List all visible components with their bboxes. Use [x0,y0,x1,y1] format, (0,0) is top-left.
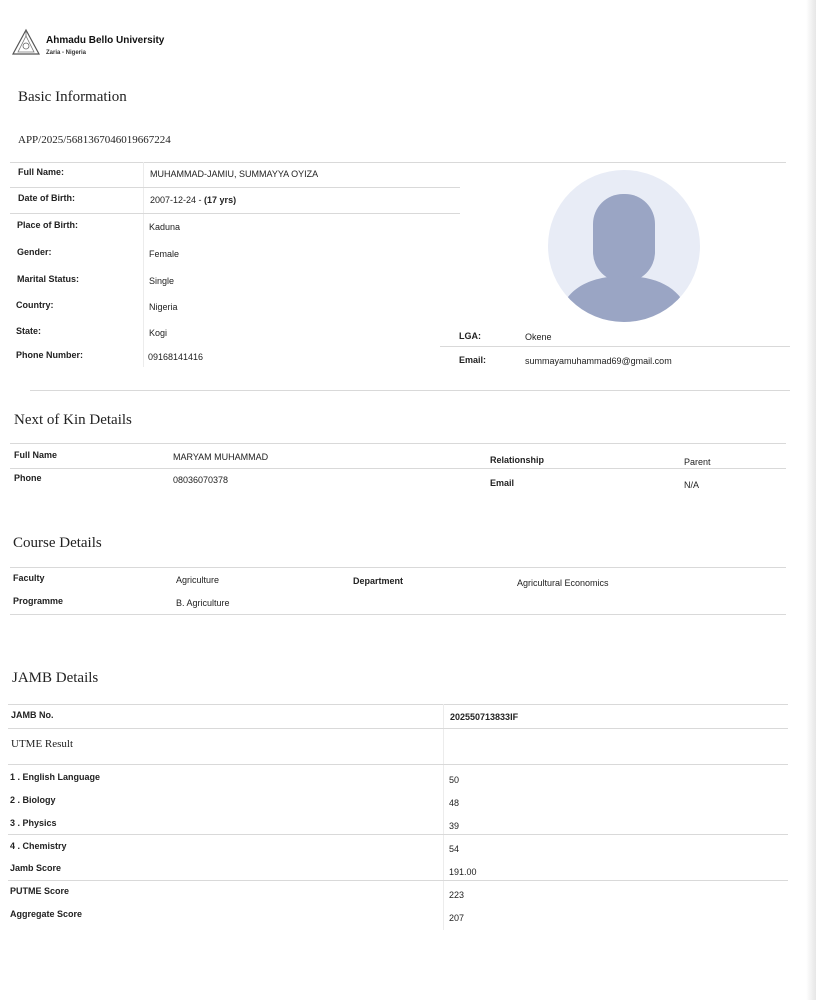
dob-value [150,195,236,205]
column-divider [143,162,144,367]
subject-physics-label: 3 . Physics [10,818,57,828]
subject-chemistry-label: 4 . Chemistry [10,841,67,851]
divider [8,728,788,729]
divider [10,443,786,444]
pob-value: Kaduna [149,222,181,232]
state-label: State: [16,326,42,336]
kin-phone-value: 08036070378 [173,475,229,485]
next-of-kin-title: Next of Kin Details [14,412,132,428]
divider [440,346,790,347]
dob-label: Date of Birth: [18,193,75,203]
kin-email-value: N/A [684,480,700,490]
person-silhouette-icon [548,170,700,322]
jamb-no-label: JAMB No. [11,710,54,720]
aggregate-score-label: Aggregate Score [10,909,83,919]
kin-full-name-label: Full Name [14,450,58,460]
scan-edge-shadow [806,0,816,1000]
lga-value: Okene [525,332,552,342]
utme-result-title: UTME Result [11,738,74,750]
programme-value: B. Agriculture [176,598,230,608]
course-details-title: Course Details [13,535,102,551]
country-label: Country: [16,300,54,310]
department-label: Department [353,576,404,586]
divider [10,614,786,615]
subject-biology-score: 48 [449,798,460,808]
aggregate-score-value: 207 [449,913,465,923]
gender-label: Gender: [17,247,52,257]
divider [8,704,788,705]
subject-chemistry-score: 54 [449,844,460,854]
kin-relationship-label: Relationship [490,455,545,465]
university-name: Ahmadu Bello University [46,35,165,46]
divider [30,390,790,391]
kin-relationship-value: Parent [684,457,711,467]
faculty-value: Agriculture [176,575,220,585]
email-value: summayamuhammad69@gmail.com [525,356,672,366]
application-id: APP/2025/5681367046019667224 [18,134,171,146]
lga-label: LGA: [459,331,481,341]
department-value: Agricultural Economics [517,578,609,588]
basic-info-title: Basic Information [18,89,127,105]
subject-english-label: 1 . English Language [10,772,101,782]
full-name-label: Full Name: [18,167,65,177]
kin-email-label: Email [490,478,515,488]
state-value: Kogi [149,328,168,338]
kin-full-name-value: MARYAM MUHAMMAD [173,452,269,462]
divider [8,764,788,765]
divider [8,834,788,835]
divider [10,567,786,568]
jamb-details-title: JAMB Details [12,670,99,686]
divider [8,880,788,881]
phone-label: Phone Number: [16,350,84,360]
column-divider [443,704,444,930]
divider [10,213,460,214]
divider [10,162,786,163]
putme-score-label: PUTME Score [10,886,70,896]
jamb-score-value: 191.00 [449,867,477,877]
divider [10,187,460,188]
kin-phone-label: Phone [14,473,42,483]
faculty-label: Faculty [13,573,45,583]
jamb-score-label: Jamb Score [10,863,62,873]
university-location: Zaria - Nigeria [46,50,87,56]
phone-value: 09168141416 [148,352,204,362]
dob-age: (17 yrs) [204,195,237,205]
full-name-value: MUHAMMAD-JAMIU, SUMMAYYA OYIZA [150,169,319,179]
dob-date: 2007-12-24 - [150,195,205,205]
pob-label: Place of Birth: [17,220,79,230]
subject-biology-label: 2 . Biology [10,795,56,805]
email-label: Email: [459,355,487,365]
programme-label: Programme [13,596,64,606]
putme-score-value: 223 [449,890,465,900]
gender-value: Female [149,249,180,259]
jamb-no-value: 202550713833IF [450,712,519,722]
avatar [548,170,700,322]
country-value: Nigeria [149,302,178,312]
subject-english-score: 50 [449,775,460,785]
divider [10,468,786,469]
marital-status-label: Marital Status: [17,274,80,284]
university-logo [11,28,41,56]
marital-status-value: Single [149,276,175,286]
subject-physics-score: 39 [449,821,460,831]
